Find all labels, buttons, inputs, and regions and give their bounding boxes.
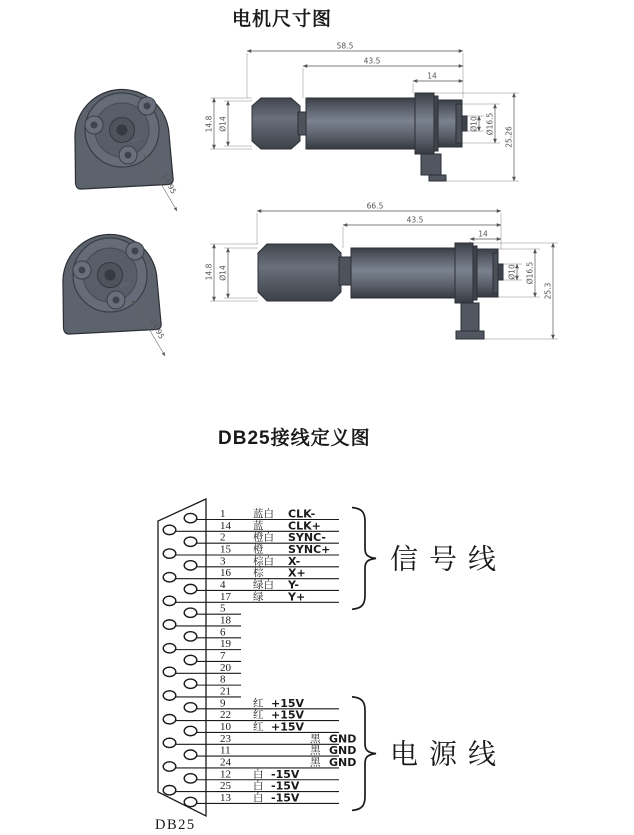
dim-v1-overall: 25.26 [504, 126, 514, 148]
motor-view2-side [205, 202, 559, 340]
db25-pin [163, 596, 176, 605]
pin-number: 2 [220, 531, 226, 544]
pin-number: 23 [220, 732, 231, 745]
signal-label: +15V [271, 720, 305, 734]
wire-color: 橙白 [253, 532, 274, 544]
dim-v2-cap: Ø16.5 [525, 261, 535, 285]
connector-label: DB25 [155, 817, 196, 833]
wire-color: 棕白 [253, 556, 274, 568]
pin-number: 15 [220, 543, 231, 556]
db25-pin [163, 573, 176, 582]
signal-label: GND [329, 744, 357, 758]
dim-v2-knob: Ø14 [218, 265, 228, 281]
db25-pin [163, 785, 176, 794]
pin-number: 12 [220, 768, 231, 781]
db25-pin [163, 762, 176, 771]
db25-pin [184, 655, 197, 664]
db25-pin [184, 750, 197, 759]
wire-color: 白 [253, 792, 264, 804]
wire-color: 红 [253, 698, 264, 710]
pin-number: 13 [220, 791, 231, 804]
pin-number: 9 [220, 697, 226, 710]
signal-label: SYNC+ [288, 542, 331, 556]
dim-v1-height: 14.8 [204, 115, 214, 133]
pin-number: 1 [220, 508, 226, 520]
motor-view2-front [63, 234, 166, 356]
signal-label: CLK- [288, 507, 316, 521]
signal-label: GND [329, 732, 357, 746]
db25-pin [163, 644, 176, 653]
signal-label: -15V [271, 791, 300, 805]
db25-pin [163, 691, 176, 700]
wire-color: 蓝 [253, 520, 264, 532]
motor-dimension-drawing: 14.95 58.5 43.5 14 14.8 Ø14 Ø10 Ø16.5 25.26 66.5 43.5 14 14.8 Ø14 Ø10 Ø16.5 25.3 [0, 36, 634, 376]
pin-number: 5 [220, 602, 226, 615]
db25-pin [184, 774, 197, 783]
dim-v2-shaft: Ø10 [507, 264, 517, 280]
motor-view1-side [205, 42, 520, 182]
pin-number: 18 [220, 614, 231, 627]
db25-pin [163, 525, 176, 534]
db25-diagram-title: DB25接线定义图 [218, 428, 371, 449]
db25-pin [184, 632, 197, 641]
db25-pin [163, 620, 176, 629]
dim-v1-knob: Ø14 [218, 116, 228, 132]
dim-v2-front: 14 [478, 229, 488, 239]
wire-color: 黑 [310, 757, 321, 769]
pin-number: 14 [220, 519, 231, 532]
signal-label: +15V [271, 696, 305, 710]
signal-label: Y- [288, 578, 299, 592]
signal-label: +15V [271, 708, 305, 722]
pin-number: 21 [220, 685, 231, 698]
group-label: 信号线 [390, 544, 508, 576]
db25-pin [184, 537, 197, 546]
wire-color: 绿白 [253, 579, 274, 591]
pin-number: 10 [220, 720, 231, 733]
db25-pin [184, 608, 197, 617]
wire-color: 橙 [253, 544, 264, 556]
pin-number: 22 [220, 709, 231, 722]
dim-v2-total: 66.5 [366, 201, 384, 211]
wire-color: 绿 [253, 591, 264, 603]
wire-color: 黑 [310, 745, 321, 757]
pin-number: 24 [220, 756, 231, 769]
dim-v1-shaft: Ø10 [469, 116, 479, 132]
db25-pin [184, 561, 197, 570]
pin-number: 3 [220, 555, 226, 568]
db25-pin [184, 703, 197, 712]
signal-label: -15V [271, 779, 300, 793]
db25-pin [184, 726, 197, 735]
dim-v2-mid: 43.5 [406, 215, 424, 225]
db25-pin [184, 679, 197, 688]
pin-number: 16 [220, 567, 231, 580]
wire-color: 白 [253, 769, 264, 781]
pin-number: 25 [220, 780, 231, 793]
db25-pin [184, 797, 197, 806]
pin-number: 8 [220, 673, 226, 686]
wire-color: 红 [253, 710, 264, 722]
pin-number: 17 [220, 590, 231, 603]
signal-label: X- [288, 554, 301, 568]
pin-number: 19 [220, 638, 231, 651]
signal-label: -15V [271, 767, 300, 781]
db25-pin [184, 513, 197, 522]
dim-v2-height: 14.8 [204, 263, 214, 281]
wire-color: 棕 [253, 568, 264, 580]
dim-v1-cap: Ø16.5 [485, 112, 495, 136]
dim-v1-front: 14 [427, 71, 437, 81]
motor-drawing-title: 电机尺寸图 [232, 9, 333, 30]
signal-label: GND [329, 755, 357, 769]
pin-number: 11 [220, 744, 231, 757]
pin-number: 20 [220, 661, 231, 674]
pin-number: 7 [220, 649, 226, 662]
wire-color: 黑 [310, 733, 321, 745]
pin-number: 4 [220, 578, 226, 591]
motor-view1-front [75, 89, 178, 211]
db25-pin [184, 584, 197, 593]
wire-color: 白 [253, 781, 264, 793]
wire-color: 红 [253, 721, 264, 733]
dim-v2-overall: 25.3 [543, 282, 553, 300]
db25-pin [163, 549, 176, 558]
signal-label: Y+ [288, 590, 306, 604]
signal-label: CLK+ [288, 519, 321, 533]
dim-v1-total: 58.5 [336, 41, 354, 51]
pin-number: 6 [220, 626, 226, 639]
signal-label: X+ [288, 566, 306, 580]
signal-label: SYNC- [288, 531, 326, 545]
dim-v1-mid: 43.5 [363, 56, 381, 66]
db25-pin [163, 715, 176, 724]
db25-pinout-diagram [0, 480, 634, 835]
group-label: 电源线 [390, 739, 508, 771]
wire-color: 蓝白 [253, 509, 274, 520]
group-brace [352, 508, 376, 610]
db25-pin [163, 738, 176, 747]
db25-pin [163, 667, 176, 676]
